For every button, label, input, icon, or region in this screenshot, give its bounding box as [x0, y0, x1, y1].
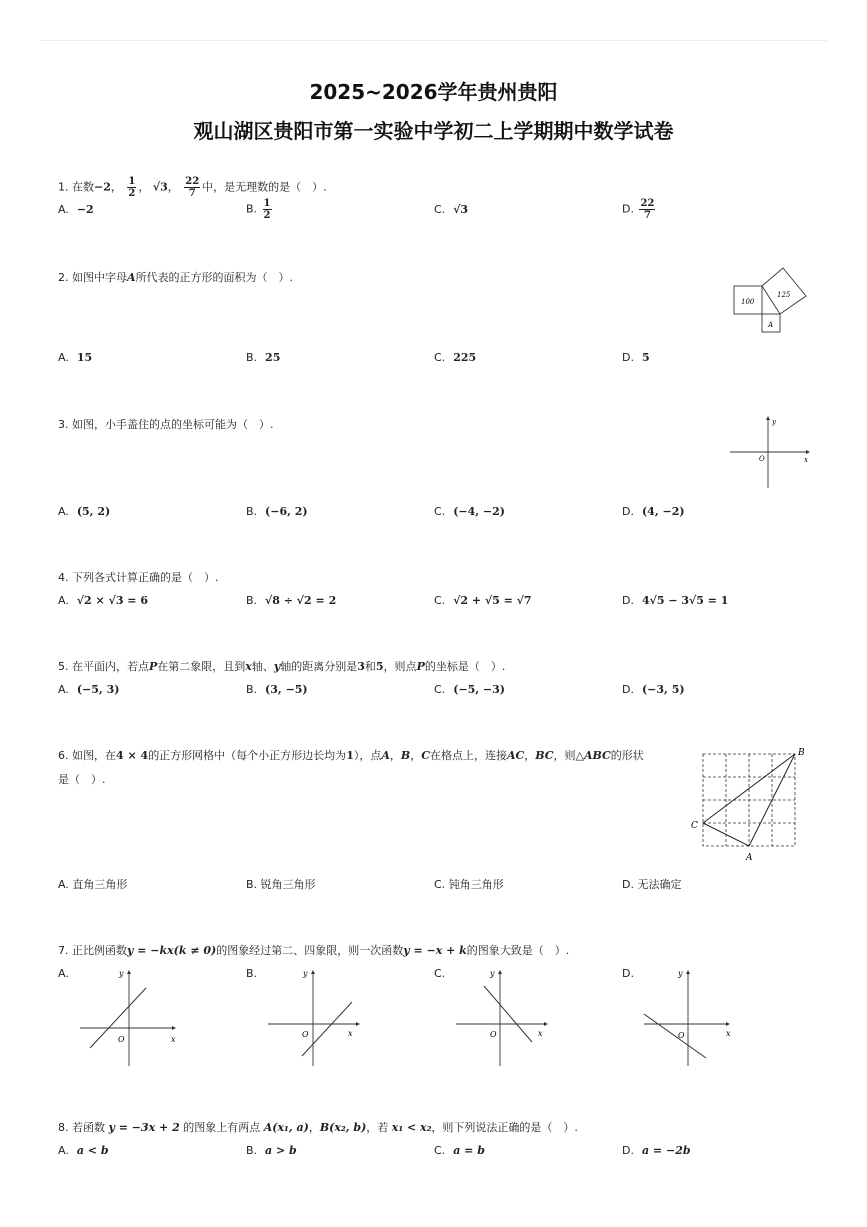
graph-line [644, 1014, 706, 1058]
q6-option-b[interactable]: B. 锐角三角形 [246, 878, 316, 891]
x-arrow-icon [726, 1022, 730, 1026]
q5-option-a[interactable]: A. (−5, 3) [58, 683, 120, 696]
q3-option-c[interactable]: C. (−4, −2) [434, 505, 505, 518]
question-3-stem: 3. 如图，小手盖住的点的坐标可能为（ ）. [58, 418, 274, 431]
x-arrow-icon [544, 1022, 548, 1026]
x-label: x [804, 456, 808, 464]
question-5-stem: 5. 在平面内，若点P在第二象限，且到x轴、y轴的距离分别是3和5，则点P的坐标是（ ）. [58, 660, 506, 673]
y-arrow-icon [127, 970, 131, 974]
q7-option-c-graph[interactable] [450, 962, 562, 1074]
q1-option-c[interactable]: C. √3 [434, 203, 469, 216]
title-line-1: 2025~2026学年贵州贵阳 [309, 80, 558, 104]
y-arrow-icon [498, 970, 502, 974]
q1-option-d[interactable]: D. $\frac{22}{7}$ [622, 198, 655, 221]
q5-option-c[interactable]: C. (−5, −3) [434, 683, 505, 696]
q7-option-a-graph[interactable] [72, 962, 184, 1074]
q2-option-c[interactable]: C. 225 [434, 351, 477, 364]
q4-option-a[interactable]: A. √2 × √3 = 6 [58, 594, 149, 607]
coordinate-axes-figure [728, 412, 814, 492]
q6-option-a[interactable]: A. 直角三角形 [58, 878, 128, 891]
fraction: $\frac{22}{7}$ [185, 176, 200, 199]
q7-option-a-label[interactable]: A. [58, 967, 69, 980]
q4-option-b[interactable]: B. √8 ÷ √2 = 2 [246, 594, 337, 607]
question-6-stem: 6. 如图，在4 × 4的正方形网格中（每个小正方形边长均为1），点A，B，C在格点上，连接AC，BC，则△ABC的形状 [58, 749, 644, 762]
svg-text:y: y [678, 969, 683, 978]
square-a-label: A [768, 321, 774, 329]
svg-text:x: x [171, 1035, 176, 1044]
x-arrow-icon [172, 1026, 176, 1030]
q4-option-d[interactable]: D. 4√5 − 3√5 = 1 [622, 594, 729, 607]
q7-option-b-graph[interactable] [260, 962, 372, 1074]
svg-text:x: x [348, 1029, 353, 1038]
svg-text:O: O [678, 1031, 685, 1040]
q6-option-d[interactable]: D. 无法确定 [622, 878, 682, 891]
question-2-stem: 2. 如图中字母A所代表的正方形的面积为（ ）. [58, 271, 294, 284]
q7-option-d-graph[interactable] [636, 962, 748, 1074]
y-label: y [772, 418, 776, 426]
square-125-label: 125 [777, 291, 791, 299]
question-1-stem: 1. 在数−2， $\frac{1}{2}$ ， √3， $\frac{22}{7}$ 中，是无理数的是（ ）. [58, 176, 327, 199]
title-line-2: 观山湖区贵阳市第一实验中学初二上学期期中数学试卷 [193, 119, 674, 143]
question-8-stem: 8. 若函数 y = −3x + 2 的图象上有两点 A(x₁, a)，B(x₂, b)，若 x₁ < x₂，则下列说法正确的是（ ）. [58, 1121, 578, 1134]
q3-option-a[interactable]: A. (5, 2) [58, 505, 111, 518]
q3-option-d[interactable]: D. (4, −2) [622, 505, 685, 518]
grid-triangle-figure [688, 744, 812, 866]
pythagoras-squares-figure [728, 262, 814, 338]
point-a-label: A [746, 853, 753, 863]
q7-option-c-label[interactable]: C. [434, 967, 446, 980]
q8-option-a[interactable]: A. a < b [58, 1144, 109, 1157]
q6-option-c[interactable]: C. 钝角三角形 [434, 878, 504, 891]
x-arrow-icon [806, 450, 810, 454]
svg-text:y: y [490, 969, 495, 978]
q7-option-d-label[interactable]: D. [622, 967, 634, 980]
q5-option-b[interactable]: B. (3, −5) [246, 683, 308, 696]
question-7-stem: 7. 正比例函数y = −kx(k ≠ 0)的图象经过第二、四象限，则一次函数y = −x + k的图象大致是（ ）. [58, 944, 570, 957]
y-arrow-icon [311, 970, 315, 974]
origin-label: O [759, 455, 765, 463]
x-arrow-icon [356, 1022, 360, 1026]
square-100-label: 100 [741, 298, 755, 306]
q4-option-c[interactable]: C. √2 + √5 = √7 [434, 594, 532, 607]
svg-text:x: x [538, 1029, 543, 1038]
top-divider [40, 40, 827, 41]
svg-text:O: O [490, 1030, 497, 1039]
q5-option-d[interactable]: D. (−3, 5) [622, 683, 685, 696]
q2-option-b[interactable]: B. 25 [246, 351, 281, 364]
q3-option-b[interactable]: B. (−6, 2) [246, 505, 308, 518]
q8-option-d[interactable]: D. a = −2b [622, 1144, 691, 1157]
dashed-grid [703, 754, 795, 846]
question-4-stem: 4. 下列各式计算正确的是（ ）. [58, 571, 219, 584]
q1-option-a[interactable]: A. −2 [58, 203, 94, 216]
fraction: $\frac{1}{2}$ [128, 176, 136, 199]
q2-option-d[interactable]: D. 5 [622, 351, 650, 364]
graph-line [302, 1002, 352, 1056]
y-arrow-icon [686, 970, 690, 974]
point-b-label: B [798, 748, 805, 758]
point-c-label: C [691, 821, 698, 831]
svg-text:y: y [303, 969, 308, 978]
svg-text:O: O [302, 1030, 309, 1039]
q8-option-c[interactable]: C. a = b [434, 1144, 485, 1157]
q7-option-b-label[interactable]: B. [246, 967, 258, 980]
y-arrow-icon [766, 416, 770, 420]
svg-text:y: y [119, 969, 124, 978]
q2-option-a[interactable]: A. 15 [58, 351, 93, 364]
svg-text:O: O [118, 1035, 125, 1044]
q8-option-b[interactable]: B. a > b [246, 1144, 297, 1157]
q1-option-b[interactable]: B. $\frac{1}{2}$ [246, 198, 271, 221]
svg-text:x: x [726, 1029, 731, 1038]
question-6-stem-line2: 是（ ）. [58, 773, 106, 786]
